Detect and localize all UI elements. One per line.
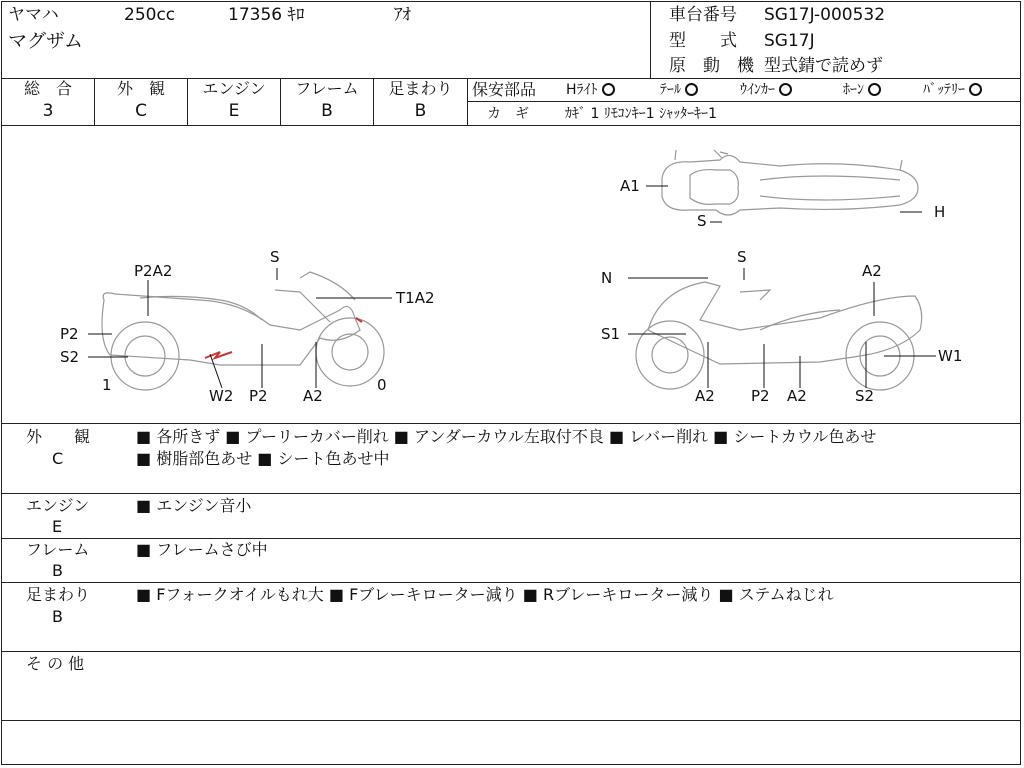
grade-label-exterior: 外 観	[116, 79, 165, 98]
rule	[2, 423, 1021, 424]
label-right-A2a: A2	[695, 387, 715, 405]
label-left-W2: W2	[209, 387, 234, 405]
mileage: 17356 ｷﾛ	[228, 5, 305, 25]
engine-label: 原 動 機	[669, 56, 754, 76]
damage-diagram	[0, 126, 1022, 422]
maker: ヤマハ	[8, 5, 59, 25]
chassis-value: SG17J-000532	[764, 5, 886, 25]
label-top-A1: A1	[620, 177, 640, 195]
label-left-P2A2: P2A2	[134, 262, 173, 280]
label-left-1: 1	[102, 376, 112, 394]
key-value: ｶｷﾞ 1 ﾘﾓｺﾝｷｰ1 ｼｬｯﾀｰｷｰ1	[565, 106, 718, 122]
remark-label-frame: フレーム	[26, 540, 90, 559]
ok-circle-icon	[868, 83, 881, 96]
remark-line: ■ フレームさび中	[136, 540, 268, 559]
color: ｱｵ	[394, 5, 411, 25]
remark-grade-exterior: C	[52, 449, 64, 468]
scooter-left-view	[102, 272, 384, 390]
scooter-right-view	[636, 282, 922, 390]
label-left-P2: P2	[60, 325, 79, 343]
safety-winker: ｳｲﾝｶｰ	[740, 81, 792, 99]
grade-label-frame: フレーム	[295, 79, 359, 98]
rule	[2, 493, 1021, 494]
label-left-S: S	[270, 248, 280, 266]
label-right-S1: S1	[601, 325, 621, 343]
label-right-S2: S2	[855, 387, 875, 405]
remark-grade-engine: E	[52, 517, 63, 536]
grade-label-suspension: 足まわり	[388, 79, 453, 98]
ok-circle-icon	[779, 83, 792, 96]
remark-line: ■ 樹脂部色あせ ■ シート色あせ中	[136, 449, 390, 468]
remark-label-suspension: 足まわり	[26, 585, 91, 604]
rule	[467, 101, 1021, 102]
label-right-N: N	[601, 269, 613, 287]
ok-circle-icon	[602, 83, 615, 96]
header-divider	[650, 2, 651, 78]
remark-label-engine: エンジン	[26, 496, 90, 515]
grade-label-engine: エンジン	[202, 79, 266, 98]
type-value: SG17J	[764, 31, 815, 51]
grade-value-engine: E	[228, 101, 240, 121]
grade-label-overall: 総 合	[23, 79, 72, 98]
model-name: マグザム	[8, 30, 84, 52]
label-right-S: S	[737, 248, 747, 266]
label-left-S2: S2	[60, 348, 80, 366]
label-left-A2: A2	[303, 387, 323, 405]
rule	[467, 78, 468, 126]
safety-label: 保安部品	[472, 80, 537, 99]
remark-label-exterior: 外 観	[26, 427, 91, 446]
ok-circle-icon	[685, 83, 698, 96]
key-label: カ ギ	[487, 106, 529, 122]
grade-value-frame: B	[321, 101, 333, 121]
damage-mark	[205, 352, 232, 358]
remark-line: ■ Fフォークオイルもれ大 ■ Fブレーキローター減り ■ Rブレーキローター減り ■ ステムねじれ	[136, 585, 834, 604]
label-right-A2b: A2	[787, 387, 807, 405]
label-right-P2: P2	[751, 387, 770, 405]
remark-line: ■ エンジン音小	[136, 496, 252, 515]
label-top-S: S	[697, 212, 707, 230]
label-right-A2top: A2	[862, 262, 882, 280]
grade-value-exterior: C	[135, 101, 147, 121]
safety-tail: ﾃｰﾙ	[660, 81, 698, 99]
remark-label-other: そ の 他	[26, 654, 85, 673]
rule	[2, 651, 1021, 652]
safety-horn: ﾎｰﾝ	[843, 81, 881, 99]
engine-value: 型式錆で読めず	[764, 56, 883, 76]
chassis-label: 車台番号	[669, 5, 737, 25]
rule	[2, 720, 1021, 721]
safety-headlight: Hﾗｲﾄ	[566, 81, 615, 99]
grade-value-overall: 3	[42, 101, 54, 121]
rule	[2, 538, 1021, 539]
remark-line: ■ 各所きず ■ プーリーカバー削れ ■ アンダーカウル左取付不良 ■ レバー削れ ■ シートカウル色あせ	[136, 427, 877, 446]
label-right-W1: W1	[938, 347, 963, 365]
scooter-top-view	[662, 150, 918, 215]
type-label: 型 式	[669, 31, 737, 51]
safety-battery: ﾊﾞｯﾃﾘｰ	[923, 81, 982, 99]
displacement: 250cc	[124, 5, 176, 25]
label-top-H: H	[934, 203, 946, 221]
grade-value-suspension: B	[414, 101, 427, 121]
ok-circle-icon	[969, 83, 982, 96]
rule	[2, 582, 1021, 583]
label-left-0: 0	[377, 376, 387, 394]
label-left-T1A2: T1A2	[396, 289, 435, 307]
remark-grade-frame: B	[52, 561, 63, 580]
remark-grade-suspension: B	[52, 607, 63, 626]
label-left-P2b: P2	[249, 387, 268, 405]
